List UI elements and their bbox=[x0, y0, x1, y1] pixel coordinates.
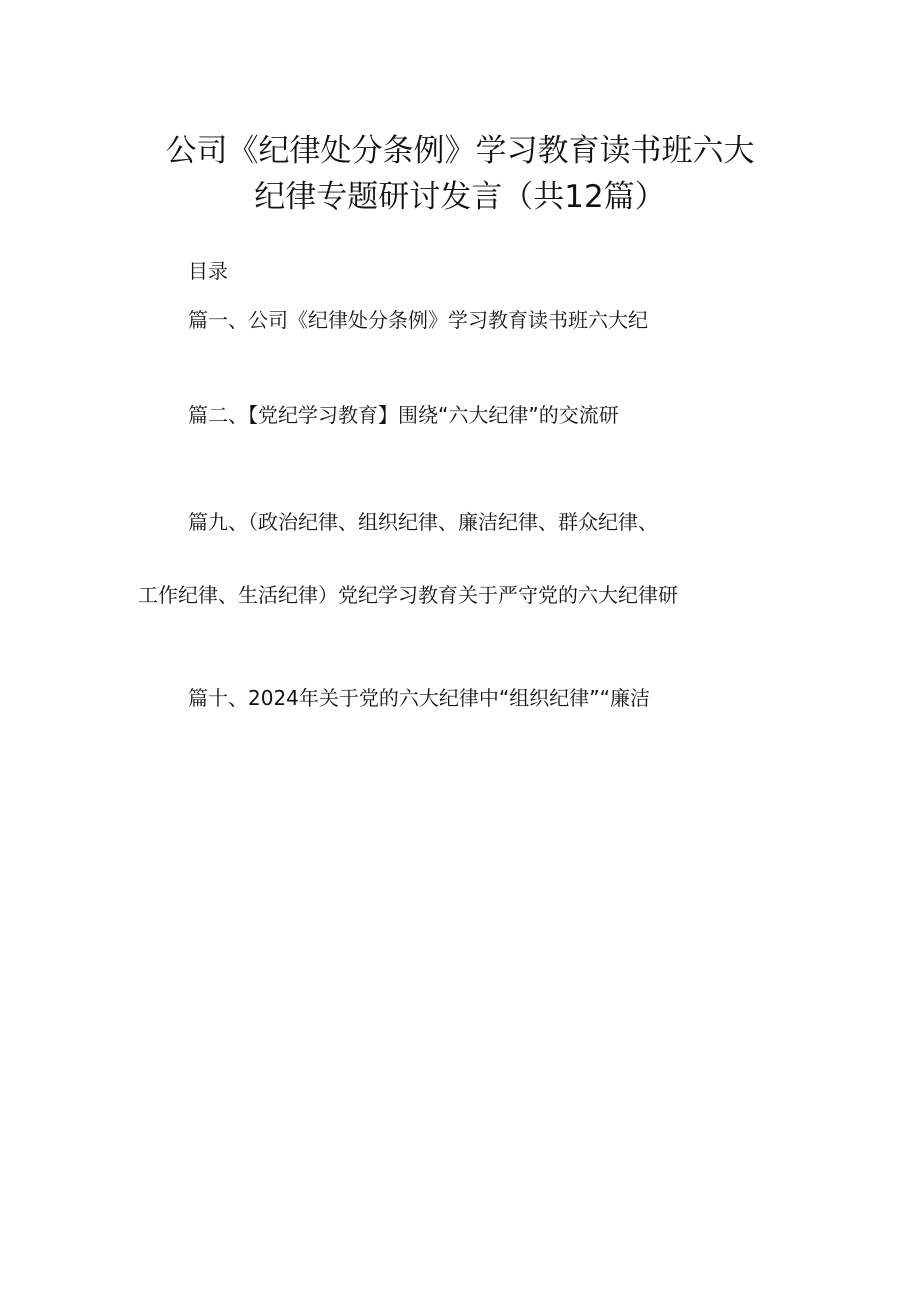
toc-item-1[interactable]: 篇一、公司《纪律处分条例》学习教育读书班六大纪 bbox=[188, 308, 648, 332]
document-title bbox=[0, 128, 920, 220]
toc-item-10[interactable]: 篇十、2024年关于党的六大纪律中“组织纪律”“廉洁 bbox=[188, 686, 650, 710]
toc-heading: 目录 bbox=[188, 259, 228, 283]
toc-item-9-continued[interactable]: 工作纪律、生活纪律）党纪学习教育关于严守党的六大纪律研 bbox=[138, 583, 678, 607]
toc-item-9[interactable]: 篇九、（政治纪律、组织纪律、廉洁纪律、群众纪律、 bbox=[188, 510, 658, 534]
toc-item-2[interactable]: 篇二、【党纪学习教育】围绕“六大纪律”的交流研 bbox=[188, 403, 619, 427]
title-line-2: 纪律专题研讨发言（共12篇） bbox=[254, 179, 666, 215]
title-line-1: 公司《纪律处分条例》学习教育读书班六大 bbox=[165, 133, 755, 169]
